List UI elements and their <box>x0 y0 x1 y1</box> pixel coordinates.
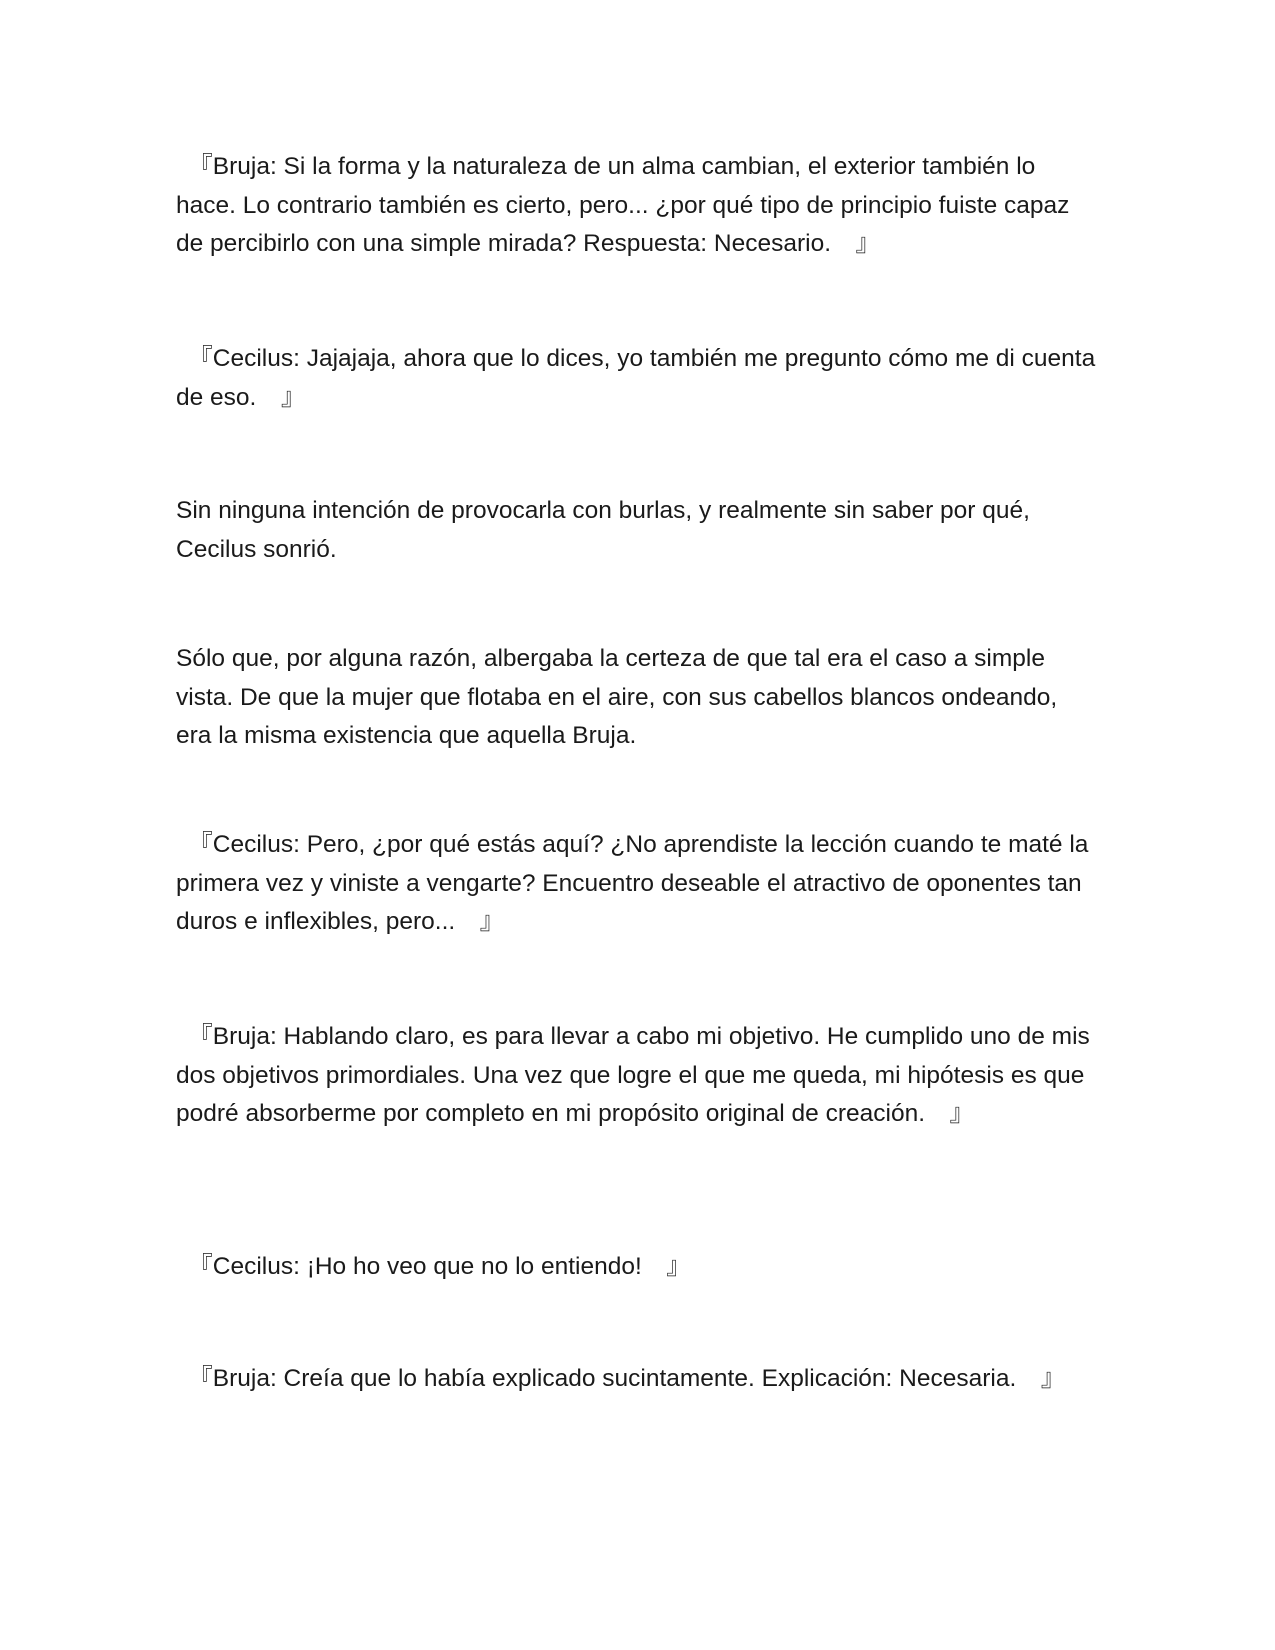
dialogue-cecilus-2: 『Cecilus: Pero, ¿por qué estás aquí? ¿No aprendiste la lección cuando te maté la primera vez y viniste a vengarte? Encuentro deseable el atractivo de oponentes tan duros e inflexibles, pero... 』 <box>176 831 1089 935</box>
dialogue-cecilus-3: 『Cecilus: ¡Ho ho veo que no lo entiendo! 』 <box>176 1253 691 1280</box>
narration-2: Sólo que, por alguna razón, albergaba la certeza de que tal era el caso a simple vista. De que la mujer que flotaba en el aire, con sus cabellos blancos ondeando, era la misma existencia que aquella Bruja. <box>176 645 1058 749</box>
dialogue-bruja-3: 『Bruja: Creía que lo había explicado sucintamente. Explicación: Necesaria. 』 <box>176 1365 1066 1392</box>
narration-1: Sin ninguna intención de provocarla con burlas, y realmente sin saber por qué, Cecilus sonrió. <box>176 497 1030 563</box>
dialogue-bruja-2: 『Bruja: Hablando claro, es para llevar a cabo mi objetivo. He cumplido uno de mis dos objetivos primordiales. Una vez que logre el que me queda, mi hipótesis es que podré absorberme por completo en mi propósito original de creación. 』 <box>176 1023 1090 1127</box>
dialogue-cecilus-1: 『Cecilus: Jajajaja, ahora que lo dices, yo también me pregunto cómo me di cuenta de eso. 』 <box>176 345 1096 411</box>
dialogue-bruja-1: 『Bruja: Si la forma y la naturaleza de un alma cambian, el exterior también lo hace. Lo contrario también es cierto, pero... ¿por qué tipo de principio fuiste capaz de percibirlo con una simple mirada? Respuesta: Necesario. 』 <box>176 153 1070 257</box>
